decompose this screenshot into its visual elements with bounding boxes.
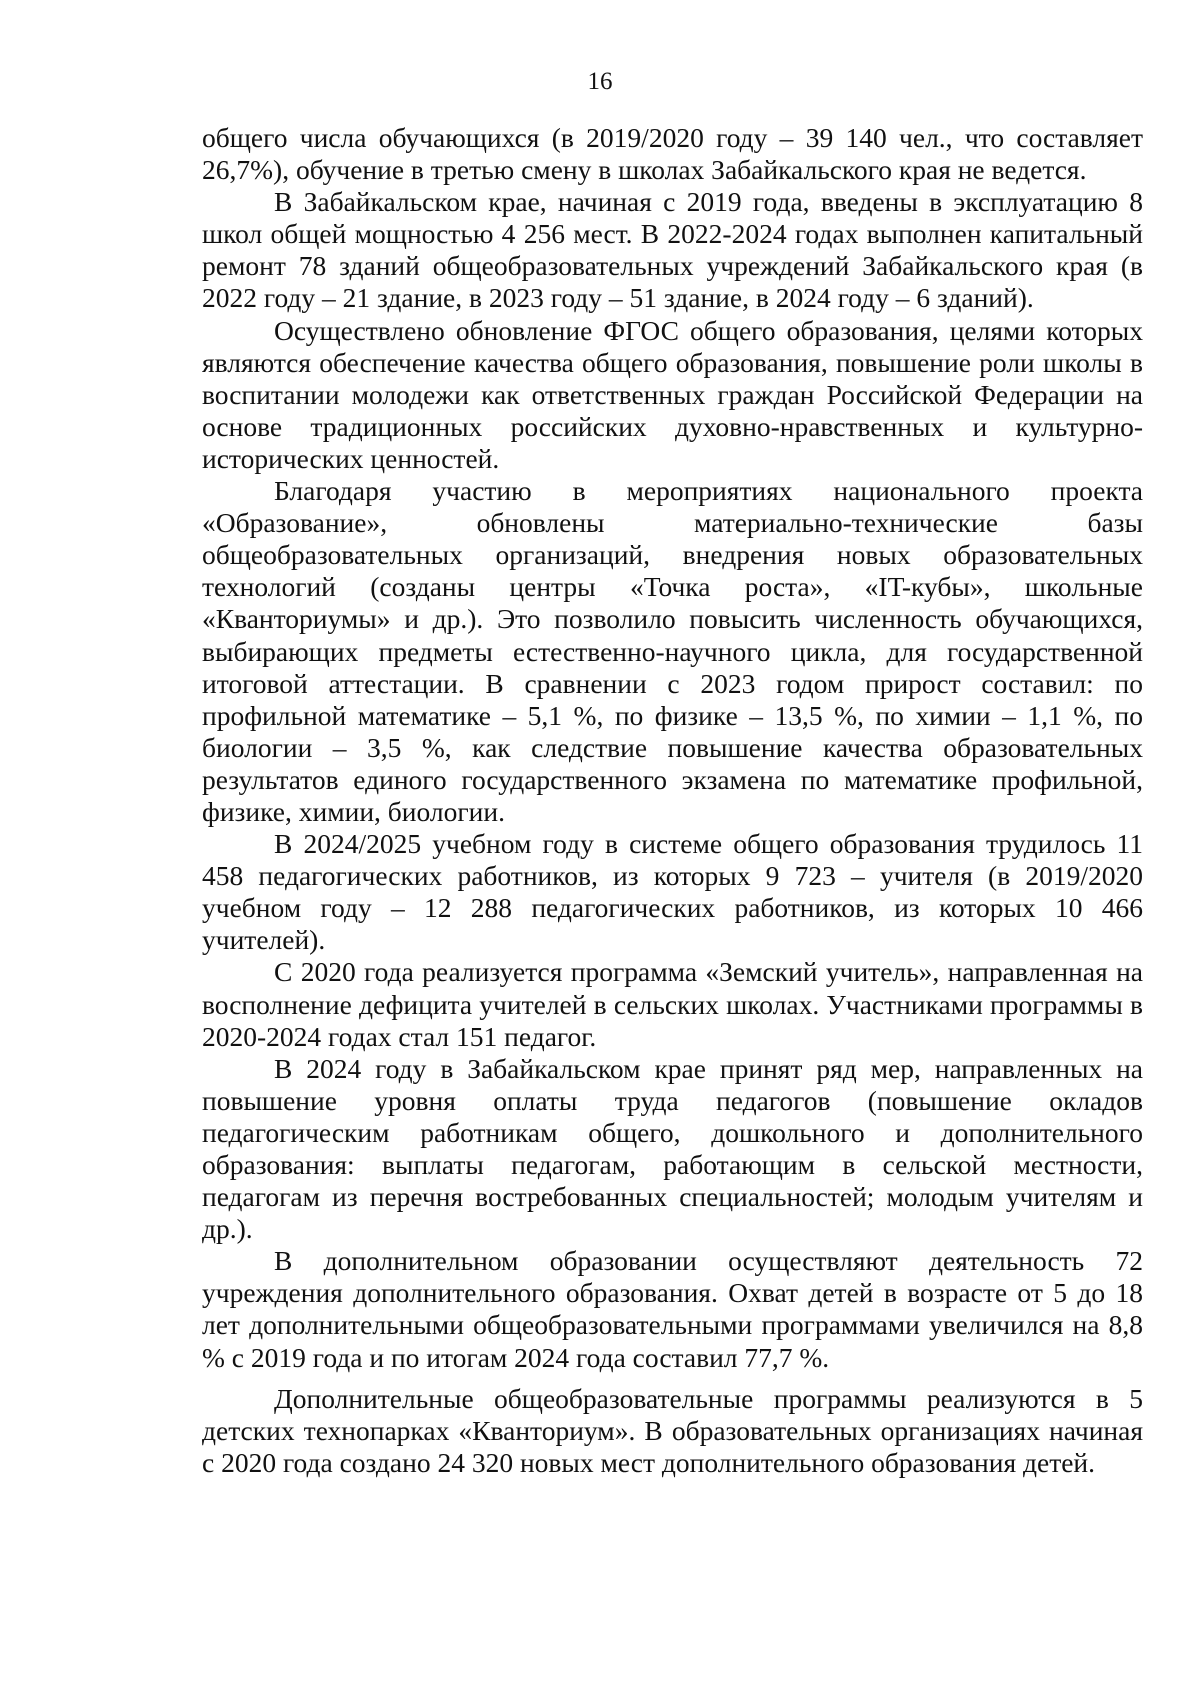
- paragraph-schools-construction: В Забайкальском крае, начиная с 2019 года, введены в эксплуатацию 8 школ общей мощностью 4 256 мест. В 2022-2024 годах выполнен капитальный ремонт 78 зданий общеобразовательных учреждений Забайкальского края (в 2022 году – 21 здание, в 2023 году – 51 здание, в 2024 году – 6 зданий).: [202, 186, 1143, 314]
- paragraph-fgos-update: Осуществлено обновление ФГОС общего образования, целями которых являются обеспечение качества общего образования, повышение роли школы в воспитании молодежи как ответственных граждан Российской Федерации на основе традиционных российских духовно-нравственных и культурно-исторических ценностей.: [202, 314, 1143, 474]
- paragraph-national-project: Благодаря участию в мероприятиях национального проекта «Образование», обновлены материально-технические базы общеобразовательных организаций, внедрения новых образовательных технологий (созданы центры «Точка роста», «IT-кубы», школьные «Кванториумы» и др.). Это позволило повысить численность обучающихся, выбирающих предметы естественно-научного цикла, для государственной итоговой аттестации. В сравнении с 2023 годом прирост составил: по профильной математике – 5,1 %, по физике – 13,5 %, по химии – 1,1 %, по биологии – 3,5 %, как следствие повышение качества образовательных результатов единого государственного экзамена по математике профильной, физике, химии, биологии.: [202, 475, 1143, 827]
- paragraph-teaching-staff: В 2024/2025 учебном году в системе общего образования трудилось 11 458 педагогических работников, из которых 9 723 – учителя (в 2019/2020 учебном году – 12 288 педагогических работников, из которых 10 466 учителей).: [202, 828, 1143, 956]
- paragraph-zemsky-teacher: С 2020 года реализуется программа «Земский учитель», направленная на восполнение дефицита учителей в сельских школах. Участниками программы в 2020-2024 годах стал 151 педагог.: [202, 956, 1143, 1052]
- document-body: [202, 122, 1143, 1479]
- page-number: 16: [587, 68, 613, 95]
- paragraph-additional-education: В дополнительном образовании осуществляют деятельность 72 учреждения дополнительного образования. Охват детей в возрасте от 5 до 18 лет дополнительными общеобразовательными программами увеличился на 8,8 % с 2019 года и по итогам 2024 года составил 77,7 %.: [202, 1245, 1143, 1373]
- paragraph-salary-measures: В 2024 году в Забайкальском крае принят ряд мер, направленных на повышение уровня оплаты труда педагогов (повышение окладов педагогическим работникам общего, дошкольного и дополнительного образования: выплаты педагогам, работающим в сельской местности, педагогам из перечня востребованных специальностей; молодым учителям и др.).: [202, 1052, 1143, 1245]
- paragraph-kvantorium: Дополнительные общеобразовательные программы реализуются в 5 детских технопарках «Кванториум». В образовательных организациях начиная с 2020 года создано 24 320 новых мест дополнительного образования детей.: [202, 1382, 1143, 1478]
- paragraph-continued: общего числа обучающихся (в 2019/2020 году – 39 140 чел., что составляет 26,7%), обучение в третью смену в школах Забайкальского края не ведется.: [202, 122, 1143, 186]
